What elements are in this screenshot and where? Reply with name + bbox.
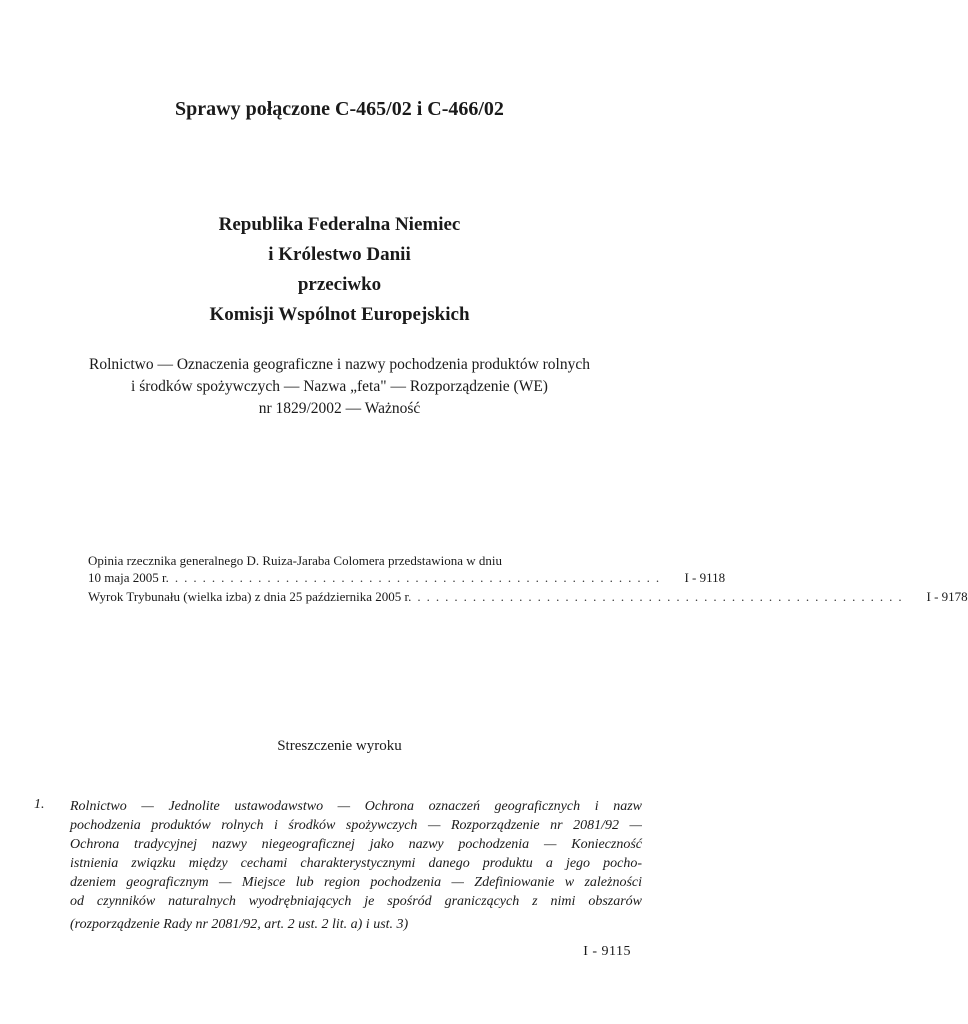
party-line-3: przeciwko	[297, 274, 382, 295]
toc-opinion-title: Opinia rzecznika generalnego D. Ruiza-Jaraba Colomera przedstawiona w dniu	[88, 553, 503, 568]
toc-leader-dots: .....................................................	[417, 589, 908, 604]
toc-judgment-page: I - 9178	[926, 589, 968, 604]
party-line-4: Komisji Wspólnot Europejskich	[209, 304, 470, 325]
item-line: od czynników naturalnych wyodrębniających je spośród graniczących z nimi obszarów	[70, 894, 642, 909]
table-of-contents	[88, 552, 968, 605]
subject-line-1: Rolnictwo — Oznaczenia geograficzne i nazwy pochodzenia produktów rolnych	[89, 356, 590, 373]
item-line: Rolnictwo — Jednolite ustawodawstwo — Ochrona oznaczeń geograficznych i nazw	[70, 799, 642, 814]
item-reference: (rozporządzenie Rady nr 2081/92, art. 2 ust. 2 lit. a) i ust. 3)	[70, 917, 409, 932]
item-number: 1.	[34, 797, 45, 812]
toc-opinion-entry[interactable]	[88, 569, 726, 586]
page-number: I - 9115	[583, 944, 631, 959]
toc-judgment-title: Wyrok Trybunału (wielka izba) z dnia 25 października 2005 r.	[88, 589, 412, 604]
item-line: pochodzenia produktów rolnych i środków spożywczych — Rozporządzenie nr 2081/92 —	[70, 818, 642, 833]
party-line-2: i Królestwo Danii	[268, 244, 411, 265]
party-line-1: Republika Federalna Niemiec	[218, 214, 461, 235]
item-line: Ochrona tradycyjnej nazwy niegeograficznej jako nazwy pochodzenia — Konieczność	[70, 837, 642, 852]
subject-line-3: nr 1829/2002 — Ważność	[258, 400, 421, 417]
toc-leader-dots: .....................................................	[174, 570, 666, 585]
toc-judgment-entry[interactable]	[88, 588, 968, 605]
subject-line-2: i środków spożywczych — Nazwa „feta" — Rozporządzenie (WE)	[131, 378, 548, 395]
toc-opinion-date: 10 maja 2005 r.	[88, 570, 169, 585]
item-line: istnienia związku między cechami charakterystycznymi danego produktu a jego pocho-	[70, 856, 642, 871]
summary-heading: Streszczenie wyroku	[277, 738, 402, 754]
toc-opinion-page: I - 9118	[684, 570, 726, 585]
case-title: Sprawy połączone C-465/02 i C-466/02	[175, 98, 504, 120]
item-line: dzeniem geograficznym — Miejsce lub region pochodzenia — Zdefiniowanie w zależności	[70, 875, 642, 890]
item-text	[70, 797, 642, 934]
